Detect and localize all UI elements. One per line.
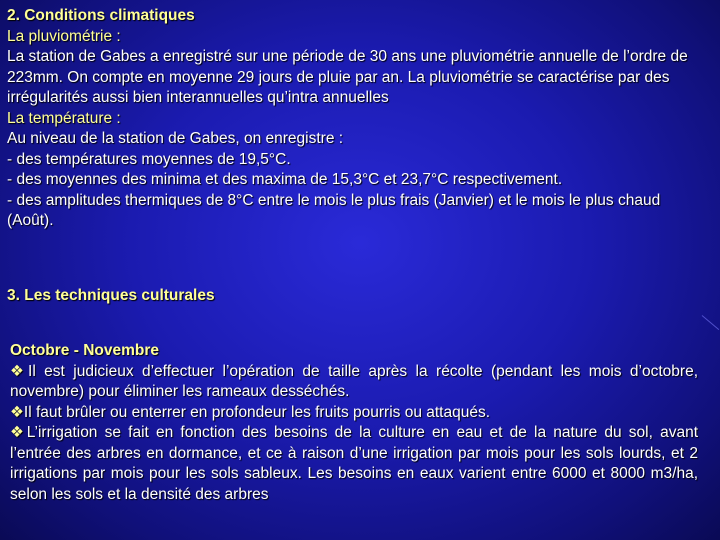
techniques-section [10,341,698,505]
section-heading-climate: 2. Conditions climatiques [7,7,195,24]
temperature-item: - des amplitudes thermiques de 8°C entre le mois le plus frais (Janvier) et le mois le plus chaud (Août). [7,191,661,229]
diamond-bullet-icon: ❖ [10,362,29,380]
bullet-item [10,423,698,505]
techniques-heading-block [7,286,707,307]
pluviometry-title: La pluviométrie : [7,27,121,45]
climate-section [7,6,707,232]
diamond-bullet-icon: ❖ [10,424,27,441]
bullet-item [10,403,698,424]
diamond-bullet-icon: ❖ [10,403,24,421]
section-heading-techniques: 3. Les techniques culturales [7,287,215,304]
bullet-text: Il est judicieux d’effectuer l’opération de taille après la récolte (pendant les mois d’octobre, novembre) pour éliminer les rameaux desséchés. [10,362,698,400]
temperature-intro: Au niveau de la station de Gabes, on enregistre : [7,130,344,147]
temperature-item: - des moyennes des minima et des maxima de 15,3°C et 23,7°C respectivement. [7,171,563,188]
period-title: Octobre - Novembre [10,342,160,359]
pluviometry-text: La station de Gabes a enregistré sur une période de 30 ans une pluviométrie annuelle de l’ordre de 223mm. On compte en moyenne 29 jours de pluie par an. La pluviométrie se caractérise par des irrégularités aussi bien interannuelles qu’intra annuelles [7,48,688,106]
decorative-line [702,315,719,330]
bullet-item [10,362,698,403]
temperature-item: - des températures moyennes de 19,5°C. [7,150,291,168]
temperature-title: La température : [7,109,121,127]
bullet-text: Il faut brûler ou enterrer en profondeur les fruits pourris ou attaqués. [23,403,491,421]
bullet-text: L’irrigation se fait en fonction des besoins de la culture en eau et de la nature du sol, avant l’entrée des arbres en dormance, et ce à raison d’une irrigation par mois pour les sols lourds, et 2 irrigations par mois pour les sols sableux. Les besoins en eaux varient entre 6000 et 8000 m3/ha, selon les sols et la densité des arbres [10,424,699,503]
